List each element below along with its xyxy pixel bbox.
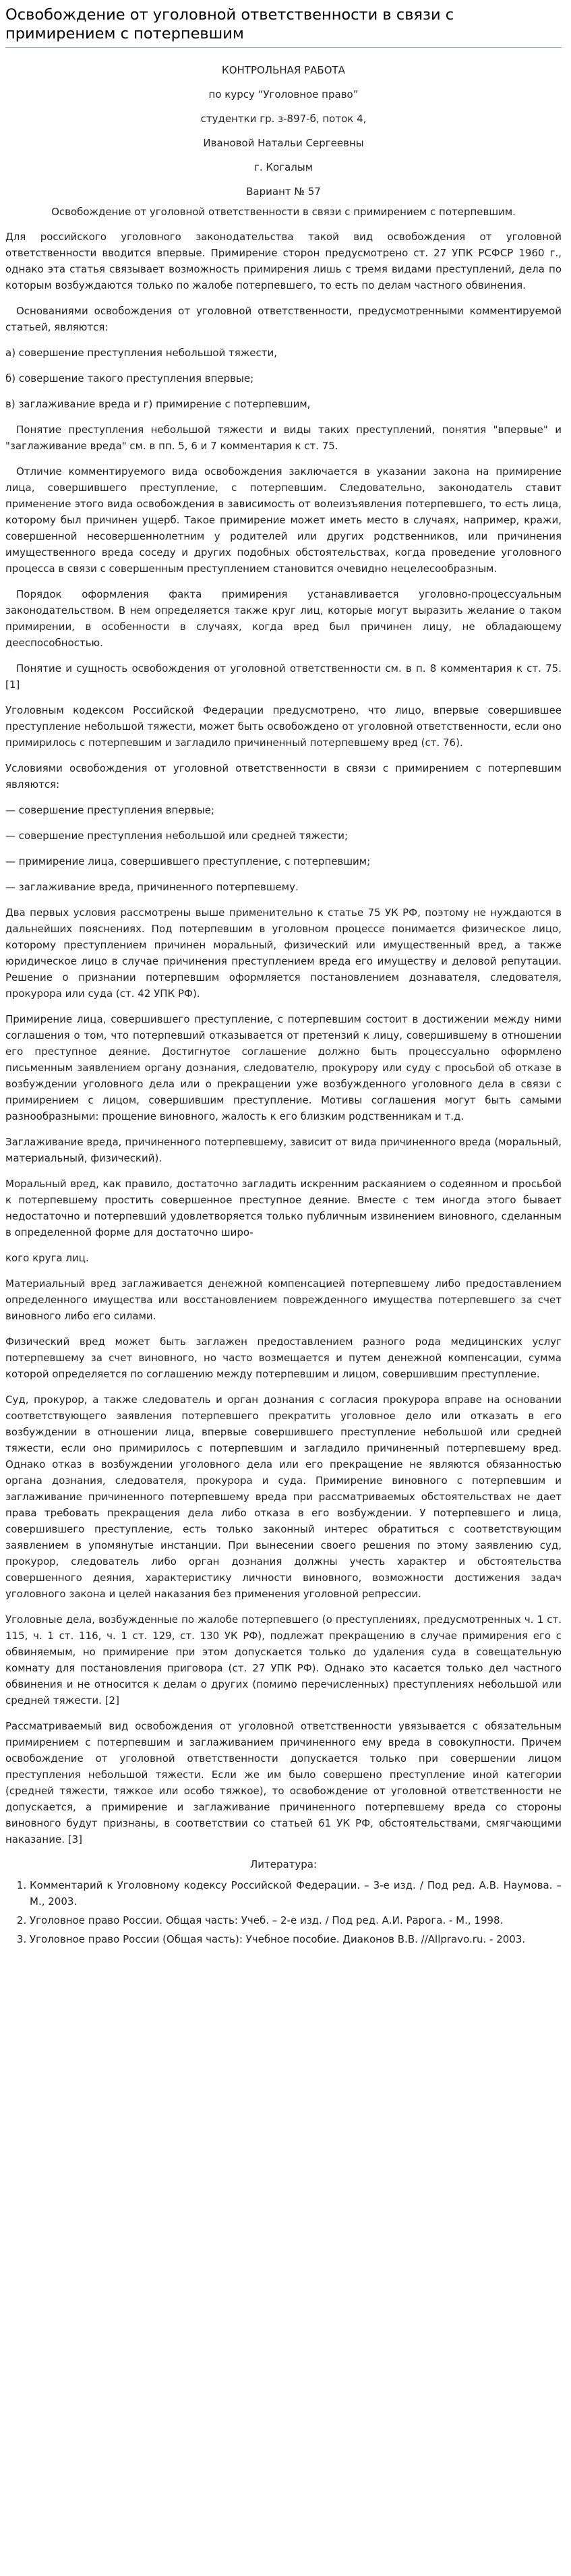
- paragraph: Материальный вред заглаживается денежной компенсацией потерпевшему либо предоставлением определенного имущества или восстановлением поврежденного имущества потерпевшего за счет виновного либо его силами.: [5, 1278, 562, 1322]
- references-list: [5, 1877, 562, 1947]
- paragraph: Отличие комментируемого вида освобождения заключается в указании закона на примирение лица, совершившего преступление, с потерпевшим. Следовательно, законодатель ставит применение этого вида освобождения в зависимость от волеизъявления потерпевшего, то есть лица, которому был причинен ущерб. Такое примирение может иметь место в случаях, например, кражи, совершенной несовершеннолетним у родителей или других родственников, или причинения имущественного вреда соседу и других подобных обстоятельствах, когда проведение уголовного процесса в связи с совершенным преступлением становится очевидно нецелесообразным.: [5, 465, 562, 575]
- paragraph: Основаниями освобождения от уголовной ответственности, предусмотренными комментируемой статьей, являются:: [5, 305, 562, 333]
- reference-item: 2. Уголовное право России. Общая часть: Учеб. – 2-е изд. / Под ред. А.И. Рарога. - М., 1998.: [30, 1912, 562, 1928]
- paragraph: Для российского уголовного законодательства такой вид освобождения от уголовной ответственности вводится впервые. Примирение сторон предусмотрено ст. 27 УПК РСФСР 1960 г., однако эта статья связывает возможность примирения лишь с тремя видами преступлений, дела по которым возбуждаются только по жалобе потерпевшего, то есть по делам частного обвинения.: [5, 231, 562, 291]
- city-line: г. Когалым: [253, 161, 313, 173]
- list-item: в) заглаживание вреда и г) примирение с потерпевшим,: [5, 398, 311, 410]
- paragraph: Заглаживание вреда, причиненного потерпевшему, зависит от вида причиненного вреда (моральный, материальный, физический).: [5, 1136, 562, 1164]
- paragraph: Понятие преступления небольшой тяжести и виды таких преступлений, понятия "впервые" и "заглаживание вреда" см. в пп. 5, 6 и 7 комментария к ст. 75.: [5, 424, 562, 452]
- work-type: КОНТРОЛЬНАЯ РАБОТА: [222, 64, 345, 76]
- paragraph: Физический вред может быть заглажен предоставлением разного рода медицинских услуг потерпевшему за счет виновного, но часто возмещается и путем денежной компенсации, сумма которой определяется по соглашению между потерпевшим и лицом, совершившим преступление.: [5, 1336, 562, 1380]
- list-item: — примирение лица, совершившего преступление, с потерпевшим;: [5, 855, 371, 867]
- paragraph: Рассматриваемый вид освобождения от уголовной ответственности увязывается с обязательным примирением с потерпевшим и заглаживанием причиненного ему вреда в совокупности. Причем освобождение от уголовной ответственности допускается только при совершении лицом преступления небольшой тяжести. Если же им было совершено преступление иной категории (средней тяжести, тяжкое или особо тяжкое), то освобождение от уголовной ответственности не допускается, а примирение и заглаживание причиненного потерпевшему вреда со стороны виновного будут признаны, в соответствии со статьей 61 УК РФ, обстоятельствами, смягчающими наказание. [3]: [5, 1720, 562, 1845]
- paragraph: Уголовные дела, возбужденные по жалобе потерпевшего (о преступлениях, предусмотренных ч. 1 ст. 115, ч. 1 ст. 116, ч. 1 ст. 129, ст. 130 УК РФ), подлежат прекращению в случае примирения его с обвиняемым, но примирение при этом допускается только до удаления суда в совещательную комнату для постановления приговора (ст. 27 УПК РФ). Однако это касается только дел частного обвинения и не относится к делам о других (помимо перечисленных) преступлениях небольшой или средней тяжести. [2]: [5, 1613, 562, 1707]
- page-title: Освобождение от уголовной ответственности в связи с примирением с потерпевшим: [5, 5, 562, 48]
- paragraph: Моральный вред, как правило, достаточно загладить искренним раскаянием о содеянном и просьбой к потерпевшему простить совершенное преступное деяние. Вместе с тем иногда этого бывает недостаточно и потерпевший удовлетворяется только публичным извинением виновного, сделанным в определенной форме для достаточно широ-: [5, 1178, 562, 1238]
- list-item: — совершение преступления небольшой или средней тяжести;: [5, 830, 349, 842]
- list-item: — заглаживание вреда, причиненного потерпевшему.: [5, 881, 299, 893]
- paragraph: Уголовным кодексом Российской Федерации предусмотрено, что лицо, впервые совершившее преступление небольшой тяжести, может быть освобождено от уголовной ответственности, если оно примирилось с потерпевшим и загладило причиненный потерпевшему вред (ст. 76).: [5, 704, 562, 749]
- variant-line: Вариант № 57: [246, 185, 321, 198]
- paragraph: Суд, прокурор, а также следователь и орган дознания с согласия прокурора вправе на основании соответствующего заявления потерпевшего прекратить уголовное дело или отказать в его возбуждении в отношении лица, впервые совершившего преступление небольшой или средней тяжести, если оно примирилось с потерпевшим и загладило причиненный потерпевшему вред. Однако отказ в возбуждении уголовного дела или его прекращение не являются обязанностью органа дознания, следователя, прокурора и суда. Примирение виновного с потерпевшим и заглаживание причиненного потерпевшему вреда при рассматриваемых обстоятельствах не дает права требовать прекращения дела либо отказа в его возбуждении. У потерпевшего и лица, совершившего преступление, есть только законный интерес обратиться с соответствующим заявлением в упомянутые инстанции. При вынесении своего решения по этому заявлению суд, прокурор, следователь либо орган дознания должны учесть характер и обстоятельства совершенного деяния, характеристику личности виновного, возможности достижения задач уголовного закона и целей наказания без применения уголовной репрессии.: [5, 1394, 562, 1600]
- paragraph: Понятие и сущность освобождения от уголовной ответственности см. в п. 8 комментария к ст. 75. [1]: [5, 662, 562, 691]
- course-line: по курсу “Уголовное право”: [208, 88, 359, 101]
- paragraph: Два первых условия рассмотрены выше применительно к статье 75 УК РФ, поэтому не нуждаются в дальнейших пояснениях. Под потерпевшим в уголовном процессе понимается физическое лицо, которому преступлением причинен моральный, физический или имущественный вред, а также юридическое лицо в случае причинения преступлением вреда его имуществу и деловой репутации. Решение о признании потерпевшим оформляется постановлением дознавателя, следователя, прокурора или суда (ст. 42 УПК РФ).: [5, 907, 562, 1000]
- references-title: Литература:: [249, 1858, 318, 1870]
- author-name: Ивановой Натальи Сергеевны: [203, 137, 364, 149]
- list-item: а) совершение преступления небольшой тяжести,: [5, 347, 278, 359]
- paragraph: Условиями освобождения от уголовной ответственности в связи с примирением с потерпевшим являются:: [5, 762, 562, 791]
- topic-line: Освобождение от уголовной ответственности в связи с примирением с потерпевшим.: [51, 206, 516, 218]
- list-item: б) совершение такого преступления впервые;: [5, 372, 254, 384]
- list-item: — совершение преступления впервые;: [5, 804, 215, 816]
- group-line: студентки гр. з-897-б, поток 4,: [200, 113, 367, 125]
- paragraph: Порядок оформления факта примирения устанавливается уголовно-процессуальным законодательством. В нем определяется также круг лиц, которые могут выразить желание о таком примирении, в особенности в случаях, когда вред был причинен лицу, не обладающему дееспособностью.: [5, 588, 562, 649]
- paragraph: Примирение лица, совершившего преступление, с потерпевшим состоит в достижении между ними соглашения о том, что потерпевший отказывается от претензий к лицу, совершившему в отношении его преступное деяние. Достигнутое соглашение должно быть процессуально оформлено письменным заявлением органу дознания, следователю, прокурору или суду с просьбой об отказе в возбуждении уголовного дела или о прекращении уже возбужденного уголовного дела в связи с примирением с лицом, совершившим преступление. Мотивы соглашения могут быть самыми разнообразными: прощение виновного, жалость к его близким родственникам и т.д.: [5, 1013, 562, 1122]
- paragraph: кого круга лиц.: [5, 1252, 89, 1264]
- reference-item: 3. Уголовное право России (Общая часть): Учебное пособие. Диаконов В.В. //Allpravo.ru. - 2003.: [30, 1931, 562, 1947]
- reference-item: 1. Комментарий к Уголовному кодексу Российской Федерации. – 3-е изд. / Под ред. А.В. Наумова. – М., 2003.: [30, 1877, 562, 1910]
